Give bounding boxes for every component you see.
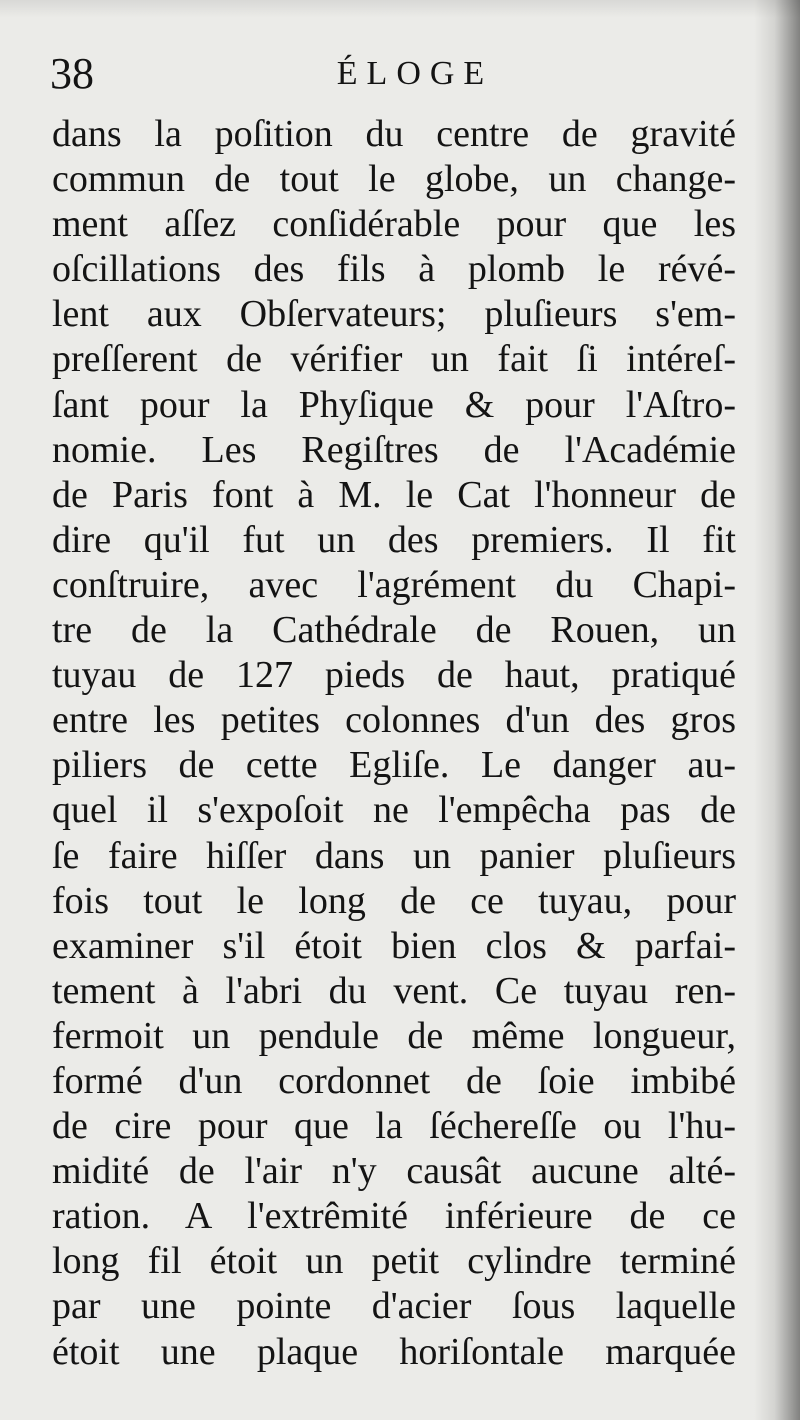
text-line: fermoit un pendule de même longueur, (52, 1014, 736, 1057)
text-line: étoit une plaque horiſontale marquée (52, 1330, 736, 1373)
body-text (52, 112, 736, 1375)
text-line: ſe faire hiſſer dans un panier pluſieurs (52, 834, 736, 877)
text-line: formé d'un cordonnet de ſoie imbibé (52, 1059, 736, 1102)
page-gutter-shadow (754, 0, 800, 1420)
text-line: ration. A l'extrêmité inférieure de ce (52, 1195, 736, 1238)
text-line: quel il s'expoſoit ne l'empêcha pas de (52, 789, 736, 832)
text-line: piliers de cette Egliſe. Le danger au- (52, 744, 736, 787)
text-line: lent aux Obſervateurs; pluſieurs s'em- (52, 293, 736, 336)
text-line: tement à l'abri du vent. Ce tuyau ren- (52, 969, 736, 1012)
page-top-shadow (0, 0, 800, 18)
text-line: midité de l'air n'y causât aucune alté- (52, 1150, 736, 1193)
text-line: fois tout le long de ce tuyau, pour (52, 879, 736, 922)
text-line: oſcillations des fils à plomb le révé- (52, 248, 736, 291)
text-line: conſtruire, avec l'agrément du Chapi- (52, 563, 736, 606)
text-line: preſſerent de vérifier un fait ſi intéreſ- (52, 338, 736, 381)
text-line: commun de tout le globe, un change- (52, 158, 736, 201)
text-line: examiner s'il étoit bien clos & parfai- (52, 924, 736, 967)
text-line: dans la poſition du centre de gravité (52, 113, 736, 155)
text-line: par une pointe d'acier ſous laquelle (52, 1285, 736, 1328)
text-line: ſant pour la Phyſique & pour l'Aſtro- (52, 383, 736, 426)
running-head: ÉLOGE (336, 55, 494, 92)
text-line: nomie. Les Regiſtres de l'Académie (52, 428, 736, 471)
text-line: tre de la Cathédrale de Rouen, un (52, 609, 736, 652)
text-line: long fil étoit un petit cylindre terminé (52, 1240, 736, 1283)
text-line: ment aſſez conſidérable pour que les (52, 203, 736, 246)
page-header (50, 44, 740, 104)
page-number: 38 (50, 49, 94, 98)
text-line: dire qu'il fut un des premiers. Il fit (52, 518, 736, 561)
text-line: de cire pour que la ſéchereſſe ou l'hu- (52, 1105, 736, 1148)
text-line: entre les petites colonnes d'un des gros (52, 699, 736, 742)
text-line: de Paris font à M. le Cat l'honneur de (52, 473, 736, 516)
text-line: tuyau de 127 pieds de haut, pratiqué (52, 654, 736, 697)
